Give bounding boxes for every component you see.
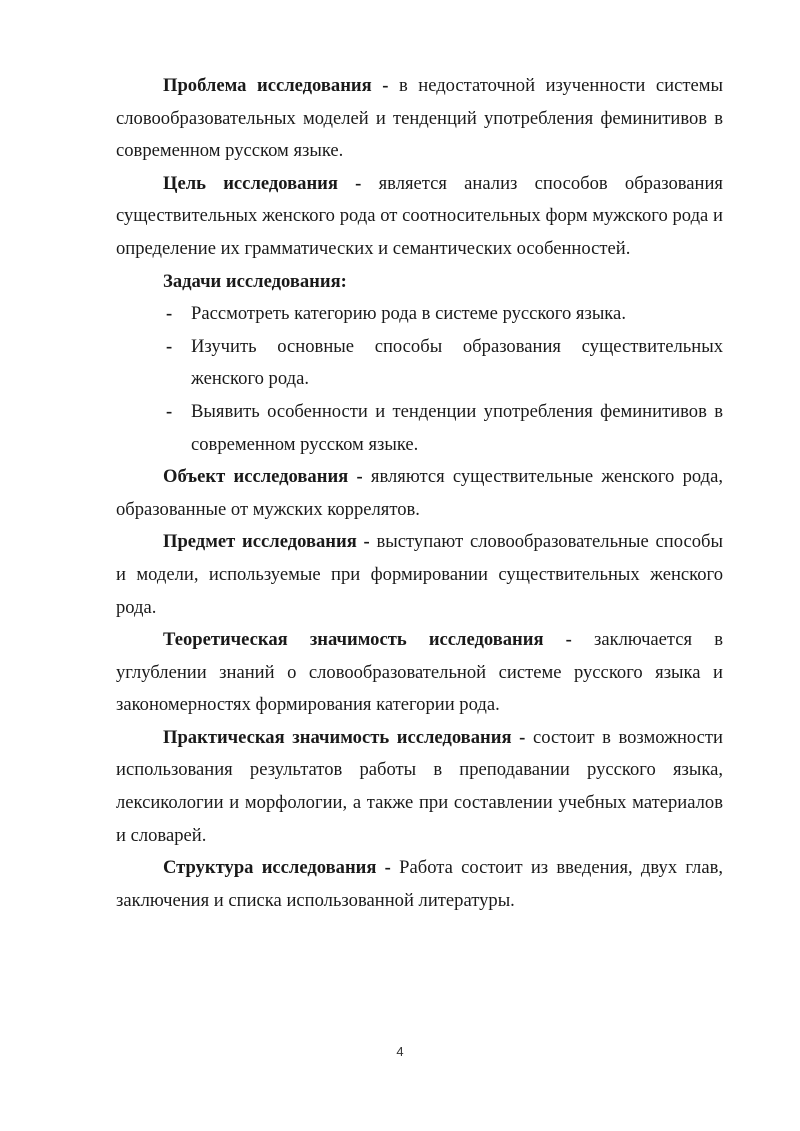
structure-text: Работа состоит из введения, двух глав, заключения и списка использованной литературы.: [116, 857, 724, 911]
list-item: [116, 331, 723, 396]
task-text: Изучить основные способы образования существительных женского рода.: [191, 335, 723, 390]
goal-term: Цель исследования -: [163, 172, 362, 194]
page-number: 4: [396, 1044, 404, 1059]
structure-term: Структура исследования -: [163, 857, 391, 879]
list-dash: -: [166, 335, 173, 357]
page-body: [116, 70, 723, 917]
tasks-heading: Задачи исследования:: [163, 270, 347, 292]
list-dash: -: [166, 303, 173, 325]
object-text: являются существительные женского рода, образованные от мужских коррелятов.: [116, 466, 723, 520]
subject-text: выступают словообразовательные способы и модели, используемые при формировании существительных женского рода.: [116, 531, 723, 618]
object-paragraph: [116, 461, 723, 526]
goal-paragraph: [116, 168, 723, 266]
tasks-heading-paragraph: [116, 266, 723, 299]
practical-term: Практическая значимость исследования -: [163, 726, 526, 748]
structure-paragraph: [116, 852, 723, 917]
practical-text: состоит в возможности использования результатов работы в преподавании русского языка, лексикологии и морфологии, а также при составлении учебных материалов и словарей.: [116, 726, 724, 846]
practical-paragraph: [116, 722, 723, 852]
list-item: [116, 298, 723, 331]
problem-paragraph: [116, 70, 723, 168]
subject-term: Предмет исследования -: [163, 531, 370, 553]
problem-term: Проблема исследования -: [163, 75, 389, 96]
tasks-list: [116, 298, 723, 461]
goal-text: является анализ способов образования существительных женского рода от соотносительных форм мужского рода и определение их грамматических и семантических особенностей.: [116, 172, 723, 259]
theoretical-text: заключается в углублении знаний о словообразовательной системе русского языка и закономерностях формирования категории рода.: [116, 629, 723, 716]
subject-paragraph: [116, 526, 723, 624]
theoretical-paragraph: [116, 624, 723, 722]
list-item: [116, 396, 723, 461]
theoretical-term: Теоретическая значимость исследования -: [163, 629, 572, 651]
problem-text: в недостаточной изученности системы словообразовательных моделей и тенденций употребления феминитивов в современном русском языке.: [116, 75, 723, 162]
task-text: Рассмотреть категорию рода в системе русского языка.: [191, 303, 626, 325]
object-term: Объект исследования -: [163, 466, 363, 488]
list-dash: -: [166, 400, 173, 422]
task-text: Выявить особенности и тенденции употребления феминитивов в современном русском языке.: [191, 400, 723, 455]
